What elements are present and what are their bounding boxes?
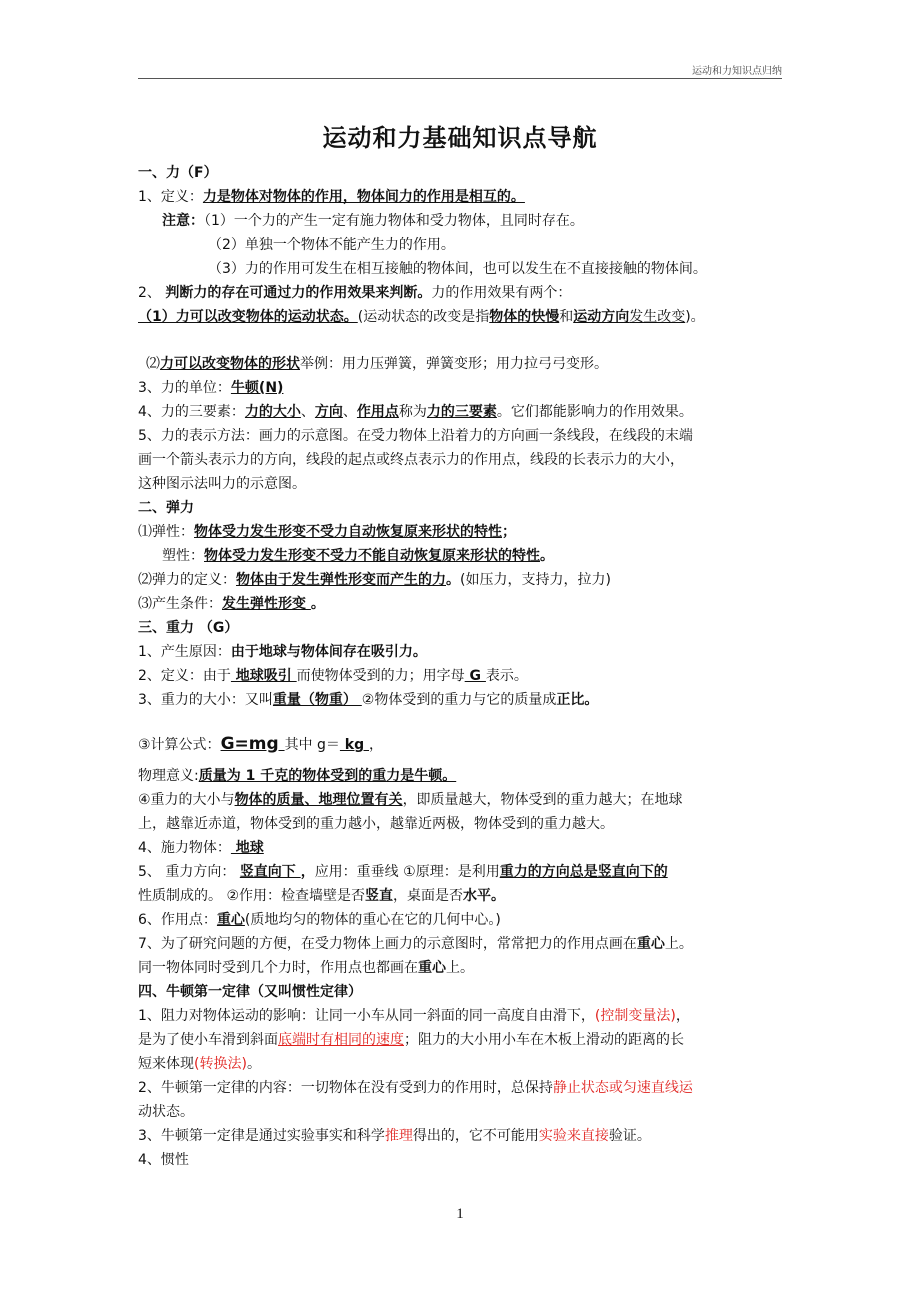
text-segment: 地球 [230,840,264,856]
text-segment: 4、惯性 [138,1152,189,1168]
text-segment: 应用：重垂线 ①原理：是利用 [314,864,500,880]
text-segment: 4、力的三要素： [138,404,245,420]
text-line [138,734,383,755]
text-segment: 、 [342,404,357,420]
page-header: 运动和力知识点归纳 [692,66,782,77]
text-segment: 竖直 [365,888,394,904]
text-segment: (如压力，支持力，拉力) [460,572,611,588]
text-segment: 其中 g＝ [284,737,340,753]
text-segment: 称为 [398,404,427,420]
text-segment: 而使物体受到的力；用字母 [296,668,465,684]
text-segment: ， [369,737,383,753]
text-segment: 同一物体同时受到几个力时，作用点也都画在 [138,960,418,976]
text-segment: 。它们都能影响力的作用效果。 [496,404,693,420]
text-line [138,426,693,446]
text-segment: 画一个箭头表示力的方向，线段的起点或终点表示力的作用点，线段的长表示力的大小， [138,452,684,468]
text-line [138,1078,693,1098]
text-line [138,1054,261,1074]
text-segment: 。 [446,572,460,588]
text-line [162,211,584,231]
text-segment: 3、牛顿第一定律是通过实验事实和科学 [138,1128,385,1144]
text-segment: ；阻力的大小用小车在木板上滑动的距离的长 [404,1032,684,1048]
text-segment: 由于地球与物体间存在吸引力。 [230,644,427,660]
text-segment: 牛顿(N) [230,380,284,396]
text-segment: 力的大小 [244,404,301,420]
text-segment: 发生弹性形变 [222,596,311,612]
text-segment: （1）力可以改变物体的运动状态。 [138,309,358,325]
text-segment: G=mg [220,734,285,754]
text-segment: （3）力的作用可发生在相互接触的物体间，也可以发生在不直接接触的物体间。 [208,261,707,277]
text-segment: 。 [310,596,325,612]
text-segment: 物体由于发生弹性形变而产生的力 [236,572,446,588]
text-segment: 表示。 [485,668,528,684]
text-line [138,498,194,518]
text-line [138,958,474,978]
text-line [138,618,238,638]
text-segment: 物体受力发生形变不受力不能自动恢复原来形状的特性 [204,548,540,564]
text-segment: 三、重力 （G） [138,620,239,636]
text-segment: 力是物体对物体的作用，物体间力的作用是相互的。 [202,189,525,205]
text-segment: 一、力（F） [138,165,218,181]
text-segment: 5、 重力方向： [138,864,240,880]
text-segment: 力的作用效果有两个： [431,285,572,301]
page-number: 1 [456,1206,464,1222]
text-segment: 地球吸引 [230,668,297,684]
text-segment: 3、力的单位： [138,380,231,396]
text-line [138,402,693,422]
text-segment: 底端时有相同的速度 [278,1032,404,1048]
text-line [138,982,362,1002]
text-segment: 判断力的存在可通过力的作用效果来判断。 [165,285,432,301]
header-divider [138,78,782,79]
text-line [138,378,283,398]
document-title: 运动和力基础知识点导航 [322,124,598,152]
text-segment: ； [502,524,516,540]
text-segment: 1、阻力对物体运动的影响：让同一小车从同一斜面的同一高度自由滑下， [138,1008,595,1024]
text-segment: 力可以改变物体的形状 [160,356,300,372]
text-segment: 重心 [418,960,446,976]
text-segment: 质量为 1 千克的物体受到的重力是牛顿。 [198,768,457,784]
text-segment: 重力的方向总是竖直向下的 [499,864,668,880]
text-segment: 作用点 [356,404,399,420]
text-line [146,354,608,374]
text-line [138,307,705,327]
text-segment: 重心 [636,936,665,952]
text-segment: 。 [540,548,554,564]
text-segment: 6、作用点： [138,912,217,928]
text-line [138,474,306,494]
text-line [138,570,611,590]
text-line [138,790,683,810]
text-segment: 5、力的表示方法：画力的示意图。在受力物体上沿着力的方向画一条线段，在线段的末端 [138,428,693,444]
text-line [138,910,501,930]
text-line [138,642,427,662]
text-line [138,1102,194,1122]
text-segment: kg [339,737,369,753]
text-line [138,886,505,906]
text-segment: 2、 [138,285,166,301]
text-segment: (控制变量法) [594,1008,676,1024]
text-segment: (运动状态的改变是指 [357,309,490,325]
text-line [162,546,554,566]
text-segment: 这种图示法叫力的示意图。 [138,476,306,492]
text-line [208,235,455,255]
text-segment: ，即质量越大，物体受到的重力越大；在地球 [402,792,683,808]
text-segment: 3、重力的大小：又叫 [138,692,273,708]
text-line [138,666,528,686]
text-line [138,594,325,614]
text-line [138,187,525,207]
text-line [138,690,598,710]
text-segment: 物体的快慢 [489,309,560,325]
text-segment: 1、产生原因： [138,644,231,660]
text-segment: 物理意义: [138,768,199,784]
text-segment: ⑶产生条件： [138,596,222,612]
text-line [138,814,614,834]
text-segment: 4、施力物体： [138,840,231,856]
text-segment: 动状态。 [138,1104,194,1120]
text-line [138,934,693,954]
text-segment: 。 [246,1056,261,1072]
text-segment: 二、弹力 [138,500,194,516]
text-segment: 重量（物重） [272,692,362,708]
text-line [138,862,668,882]
text-segment: ④重力的大小与 [138,792,235,808]
text-segment: 推理 [384,1128,413,1144]
text-segment: 上。 [664,936,693,952]
text-line [138,1150,189,1170]
text-segment: 和 [559,309,574,325]
text-segment: )。 [685,309,705,325]
text-line [138,522,516,542]
text-line [138,1030,684,1050]
text-segment: 正比。 [556,692,599,708]
text-segment: 上，越靠近赤道，物体受到的重力越小，越靠近两极，物体受到的重力越大。 [138,816,614,832]
text-line [138,450,684,470]
text-segment: 2、定义：由于 [138,668,231,684]
text-segment: 水平。 [463,888,506,904]
text-segment: 注意： [162,213,204,229]
text-segment: 运动方向 [573,309,630,325]
text-segment: 短来体现 [138,1056,194,1072]
text-segment: 举例：用力压弹簧，弹簧变形；用力拉弓弓变形。 [300,356,608,372]
text-segment: ②物体受到的重力与它的质量成 [361,692,557,708]
text-segment: 验证。 [608,1128,651,1144]
text-segment: 物体的质量、地理位置有关 [234,792,403,808]
text-segment: (转换法) [194,1056,247,1072]
text-segment: 重心 [216,912,245,928]
text-segment: 塑性： [162,548,204,564]
text-segment: 竖直向下 [239,864,301,880]
text-segment: ， [675,1008,690,1024]
text-segment: (质地均匀的物体的重心在它的几何中心。) [244,912,501,928]
text-segment: G [464,668,486,684]
text-segment: 物体受力发生形变不受力自动恢复原来形状的特性 [194,524,502,540]
text-segment: 是为了使小车滑到斜面 [138,1032,278,1048]
text-segment: ， [300,864,315,880]
text-segment: 性质制成的。 ②作用：检查墙壁是否 [138,888,366,904]
text-line [138,163,218,183]
text-segment: 1、定义： [138,189,203,205]
text-segment: 发生改变 [629,309,686,325]
text-line [138,766,456,786]
text-segment: ⑴弹性： [138,524,194,540]
text-segment: 2、牛顿第一定律的内容：一切物体在没有受到力的作用时，总保持 [138,1080,553,1096]
text-segment: 、 [300,404,315,420]
text-line [138,1006,690,1026]
text-segment: ⑵弹力的定义： [138,572,236,588]
text-line [138,283,571,303]
text-line [138,838,264,858]
text-segment: ③计算公式： [138,737,221,753]
text-segment: 力的三要素 [426,404,497,420]
text-line [138,1126,651,1146]
text-segment: （2）单独一个物体不能产生力的作用。 [208,237,455,253]
text-segment: ⑵ [146,356,160,372]
text-segment: 静止状态或匀速直线运 [552,1080,693,1096]
text-segment: 实验来直接 [538,1128,609,1144]
text-segment: ，桌面是否 [393,888,464,904]
text-line [208,259,707,279]
text-segment: （1）一个力的产生一定有施力物体和受力物体，且同时存在。 [204,213,584,229]
text-segment: 方向 [314,404,343,420]
text-segment: 上。 [446,960,474,976]
text-segment: 得出的，它不可能用 [412,1128,539,1144]
text-segment: 四、牛顿第一定律（又叫惯性定律） [138,984,362,1000]
text-segment: 7、为了研究问题的方便，在受力物体上画力的示意图时，常常把力的作用点画在 [138,936,637,952]
